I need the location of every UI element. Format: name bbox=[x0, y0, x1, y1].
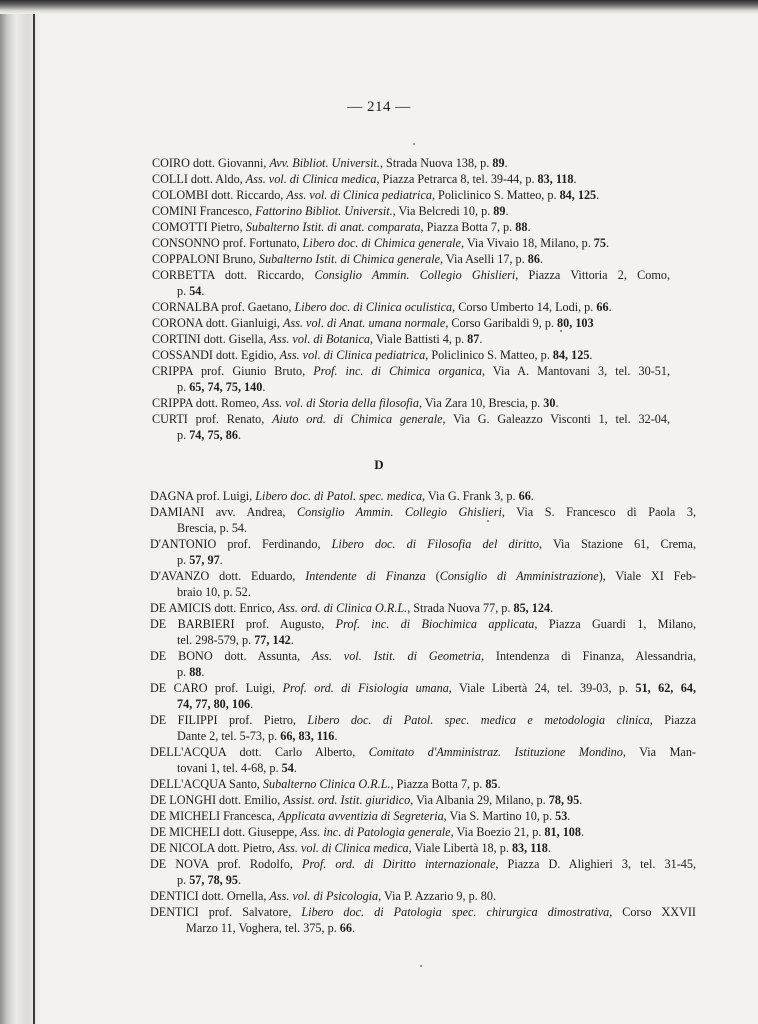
entry-text: DENTICI dott. Ornella, bbox=[150, 889, 270, 903]
entry-role: Libero doc. di Patologia spec. chirurgica dimostrativa bbox=[301, 905, 610, 919]
entry-page-refs: 88 bbox=[189, 665, 202, 679]
paper-speck bbox=[420, 965, 422, 967]
entry-page-refs: 83, 118 bbox=[537, 172, 574, 186]
entry-page-refs: 87 bbox=[467, 332, 480, 346]
entry-role: Consiglio di Amministrazione bbox=[439, 569, 599, 583]
entry-text: p. bbox=[177, 284, 190, 298]
entry-text: , Corso XXVII bbox=[609, 905, 696, 919]
entry-role: Ass. vol. di Anat. umana normale bbox=[283, 316, 446, 330]
entry-text: COPPALONI Bruno, bbox=[152, 252, 259, 266]
entry-page-refs: 77, 142 bbox=[254, 633, 291, 647]
index-entry-line bbox=[150, 841, 551, 856]
page-number: — 214 — bbox=[347, 99, 411, 115]
index-entry-line bbox=[150, 809, 570, 824]
entry-page-refs: 85, 124 bbox=[513, 601, 551, 615]
index-entry-line bbox=[152, 172, 576, 187]
entry-page-refs: 66, 83, 116 bbox=[280, 729, 335, 743]
entry-role: Subalterno Istit. di anat. comparata bbox=[245, 220, 421, 234]
entry-role: Prof. ord. di Diritto internazionale bbox=[302, 857, 496, 871]
entry-text: DE MICHELI Francesca, bbox=[150, 809, 278, 823]
index-entry-line bbox=[177, 761, 297, 776]
entry-text: CRIPPA dott. Romeo, bbox=[152, 396, 263, 410]
entry-text: , Piazza D. Alighieri 3, tel. 31-45, bbox=[495, 857, 696, 871]
entry-role: Ass. ord. di Clinica O.R.L. bbox=[277, 601, 408, 615]
entry-text: . bbox=[579, 793, 583, 807]
entry-text: , Via P. Azzario 9, p. 80. bbox=[378, 889, 497, 903]
entry-role: Ass. vol. di Clinica pediatrica bbox=[286, 188, 432, 202]
entry-text: DE BONO dott. Assunta, bbox=[150, 649, 312, 663]
entry-text: . bbox=[547, 841, 551, 855]
entry-page-refs: 88 bbox=[515, 220, 528, 234]
entry-text: , Strada Nuova 77, p. bbox=[407, 601, 514, 615]
index-entry-line bbox=[150, 745, 696, 760]
entry-role: Ass. vol. di Psicologia bbox=[269, 889, 379, 903]
index-entry-line bbox=[177, 521, 247, 536]
entry-text: . bbox=[596, 188, 600, 202]
entry-text: , Via A. Mantovani 3, tel. 30-51, bbox=[482, 364, 670, 378]
entry-role: Comitato d'Amministraz. Istituzione Mondino bbox=[368, 745, 623, 759]
entry-text: , Policlinico S. Matteo, p. bbox=[425, 348, 553, 362]
index-entry-line bbox=[150, 617, 696, 632]
index-entry-line bbox=[186, 921, 355, 936]
index-entry-line bbox=[177, 665, 204, 680]
entry-text: , Via G. Frank 3, p. bbox=[422, 489, 519, 503]
entry-text: tel. 298-579, p. bbox=[177, 633, 255, 647]
entry-page-refs: 66 bbox=[518, 489, 531, 503]
index-entry-line bbox=[152, 220, 530, 235]
entry-text: COIRO dott. Giovanni, bbox=[152, 156, 270, 170]
entry-text: . bbox=[293, 761, 297, 775]
entry-role: Ass. vol. di Clinica pediatrica bbox=[279, 348, 426, 362]
entry-text: , Via G. Galeazzo Visconti 1, tel. 32-04, bbox=[442, 412, 670, 426]
index-entry-line bbox=[150, 889, 496, 904]
entry-role: Consiglio Ammin. Collegio Ghislieri bbox=[297, 505, 502, 519]
entry-text: DELL'ACQUA Santo, bbox=[150, 777, 263, 791]
index-entry-line bbox=[177, 585, 251, 600]
entry-text: DE CARO prof. Luigi, bbox=[150, 681, 283, 695]
entry-page-refs: 53 bbox=[555, 809, 568, 823]
entry-role: Ass. vol. di Clinica medica bbox=[245, 172, 377, 186]
entry-text: Brescia, p. 54. bbox=[177, 521, 248, 535]
paper-speck bbox=[487, 520, 489, 522]
entry-text: , Corso Umberto 14, Lodi, p. bbox=[452, 300, 597, 314]
entry-text: COLLI dott. Aldo, bbox=[152, 172, 246, 186]
entry-page-refs: 51, 62, 64, bbox=[635, 681, 697, 695]
entry-role: Ass. vol. di Botanica bbox=[269, 332, 370, 346]
entry-role: Libero doc. di Filosofia del diritto bbox=[331, 537, 539, 551]
entry-text: . bbox=[605, 236, 610, 250]
entry-page-refs: 57, 97 bbox=[189, 553, 220, 567]
entry-text: , Via Boezio 21, p. bbox=[450, 825, 545, 839]
entry-role: Prof. ord. di Fisiologia umana bbox=[282, 681, 449, 695]
entry-text: . bbox=[527, 220, 531, 234]
entry-text: D'ANTONIO prof. Ferdinando, bbox=[150, 537, 332, 551]
entry-text: p. bbox=[177, 380, 190, 394]
entry-page-refs: 65, 74, 75, 140 bbox=[189, 380, 263, 394]
entry-text: , Piazza Guardi 1, Milano, bbox=[534, 617, 697, 631]
entry-text: ( bbox=[425, 569, 440, 583]
entry-text: . bbox=[351, 921, 356, 935]
entry-text: . bbox=[237, 428, 241, 442]
entry-text: braio 10, p. 52. bbox=[177, 585, 251, 599]
entry-page-refs: 89 bbox=[493, 204, 506, 218]
entry-text: tovani 1, tel. 4-68, p. bbox=[177, 761, 282, 775]
entry-text: COSSANDI dott. Egidio, bbox=[152, 348, 280, 362]
index-entry-line bbox=[150, 793, 582, 808]
entry-text: , Via Belcredi 10, p. bbox=[392, 204, 494, 218]
entry-role: Avv. Bibliot. Universit. bbox=[269, 156, 380, 170]
entry-text: p. bbox=[177, 873, 190, 887]
entry-text: , Piazza Botta 7, p. bbox=[420, 220, 516, 234]
entry-text: . bbox=[497, 777, 501, 791]
index-entry-line bbox=[177, 729, 337, 744]
entry-text: COMOTTI Pietro, bbox=[152, 220, 246, 234]
entry-text: p. bbox=[177, 553, 190, 567]
entry-text: DE AMICIS dott. Enrico, bbox=[150, 601, 278, 615]
entry-text: p. bbox=[177, 428, 190, 442]
entry-page-refs: 83, 118 bbox=[511, 841, 548, 855]
index-entry-line bbox=[150, 649, 696, 664]
binding-line bbox=[33, 12, 35, 1024]
index-entry-line bbox=[152, 348, 592, 363]
entry-role: Fattorino Bibliot. Universit. bbox=[255, 204, 393, 218]
entry-text: DE MICHELI dott. Giuseppe, bbox=[150, 825, 301, 839]
paper-speck bbox=[560, 330, 562, 332]
index-entry-line bbox=[177, 428, 241, 443]
entry-text: DE FILIPPI prof. Pietro, bbox=[150, 713, 308, 727]
entry-text: . bbox=[262, 380, 266, 394]
entry-role: Libero doc. di Patol. spec. medica bbox=[255, 489, 423, 503]
entry-page-refs: 84, 125 bbox=[559, 188, 597, 202]
entry-role: Ass. vol. di Storia della filosofia bbox=[262, 396, 420, 410]
entry-text: . bbox=[201, 284, 205, 298]
index-entry-line bbox=[177, 697, 253, 712]
index-entry-line bbox=[150, 569, 696, 584]
index-entry-line bbox=[152, 252, 543, 267]
entry-text: , Via Man- bbox=[622, 745, 696, 759]
entry-text: . bbox=[504, 156, 508, 170]
index-entry-line bbox=[152, 156, 508, 171]
entry-text: CORONA dott. Gianluigi, bbox=[152, 316, 284, 330]
entry-text: DENTICI prof. Salvatore, bbox=[150, 905, 302, 919]
index-entry-line bbox=[152, 396, 559, 411]
entry-text: , Via Albania 29, Milano, p. bbox=[410, 793, 549, 807]
entry-text: , Strada Nuova 138, p. bbox=[379, 156, 493, 170]
index-entry-line bbox=[150, 489, 534, 504]
entry-text: DE BARBIERI prof. Augusto, bbox=[150, 617, 336, 631]
entry-role: Libero doc. di Chimica generale bbox=[302, 236, 461, 250]
entry-role: Prof. inc. di Biochimica applicata bbox=[335, 617, 535, 631]
entry-text: . bbox=[479, 332, 483, 346]
index-entry-line bbox=[152, 188, 599, 203]
index-entry-line bbox=[150, 601, 553, 616]
entry-text: CONSONNO prof. Fortunato, bbox=[152, 236, 303, 250]
index-entry-line bbox=[150, 537, 696, 552]
entry-text: , Intendenza di Finanza, Alessandria, bbox=[480, 649, 696, 663]
entry-page-refs: 86 bbox=[527, 252, 540, 266]
index-entry-line bbox=[177, 873, 241, 888]
index-entry-line bbox=[150, 713, 696, 728]
page-top-edge bbox=[0, 0, 758, 14]
entry-text: DE NOVA prof. Rodolfo, bbox=[150, 857, 303, 871]
entry-text: COMINI Francesco, bbox=[152, 204, 256, 218]
entry-role: Prof. inc. di Chimica organica bbox=[313, 364, 483, 378]
entry-text: . bbox=[219, 553, 223, 567]
entry-text: . bbox=[589, 348, 593, 362]
index-entry-line bbox=[150, 681, 696, 696]
entry-page-refs: 54 bbox=[281, 761, 294, 775]
entry-text: , Via Vivaio 18, Milano, p. bbox=[460, 236, 594, 250]
entry-page-refs: 74, 77, 80, 106 bbox=[177, 697, 251, 711]
entry-text: . bbox=[567, 809, 571, 823]
entry-text: , Via Stazione 61, Crema, bbox=[538, 537, 696, 551]
entry-page-refs: 30 bbox=[543, 396, 556, 410]
entry-text: , Viale Libertà 24, tel. 39-03, p. bbox=[448, 681, 636, 695]
entry-text: . bbox=[201, 665, 205, 679]
entry-text: , Via Zara 10, Brescia, p. bbox=[419, 396, 544, 410]
entry-text: , Viale Battisti 4, p. bbox=[369, 332, 468, 346]
entry-text: . bbox=[539, 252, 543, 266]
entry-text: . bbox=[608, 300, 612, 314]
entry-page-refs: 80, 103 bbox=[557, 316, 594, 330]
entry-role: Intendente di Finanza bbox=[305, 569, 426, 583]
entry-text: CRIPPA prof. Giunio Bruto, bbox=[152, 364, 314, 378]
entry-text: D'AVANZO dott. Eduardo, bbox=[150, 569, 306, 583]
entry-text: CORNALBA prof. Gaetano, bbox=[152, 300, 295, 314]
entry-role: Ass. vol. di Clinica medica bbox=[277, 841, 409, 855]
entry-role: Libero doc. di Clinica oculistica bbox=[294, 300, 453, 314]
entry-role: Consiglio Ammin. Collegio Ghislieri bbox=[314, 268, 516, 282]
entry-text: , Via S. Martino 10, p. bbox=[443, 809, 556, 823]
section-letter-d: D bbox=[374, 457, 384, 472]
paper-speck bbox=[413, 143, 415, 145]
index-entry-line bbox=[152, 316, 594, 331]
index-entry-line bbox=[152, 268, 670, 283]
index-entry-line bbox=[152, 236, 609, 251]
index-entry-line bbox=[152, 412, 670, 427]
entry-page-refs: 89 bbox=[492, 156, 505, 170]
entry-page-refs: 66 bbox=[339, 921, 352, 935]
entry-text: . bbox=[505, 204, 509, 218]
entry-text: . bbox=[290, 633, 294, 647]
entry-text: DE LONGHI dott. Emilio, bbox=[150, 793, 284, 807]
entry-text: . bbox=[530, 489, 534, 503]
entry-text: . bbox=[334, 729, 338, 743]
entry-role: Subalterno Istit. di Chimica generale bbox=[258, 252, 440, 266]
entry-role: Subalterno Clinica O.R.L. bbox=[262, 777, 391, 791]
entry-text: . bbox=[580, 825, 585, 839]
entry-page-refs: 84, 125 bbox=[552, 348, 590, 362]
index-entry-line bbox=[152, 332, 482, 347]
index-entry-line bbox=[152, 364, 670, 379]
index-entry-line bbox=[150, 777, 501, 792]
index-entry-line bbox=[150, 825, 584, 840]
index-entry-line bbox=[177, 553, 223, 568]
index-entry-line bbox=[150, 905, 696, 920]
entry-text: . bbox=[573, 172, 577, 186]
index-entry-line bbox=[150, 857, 696, 872]
index-entry-line bbox=[152, 300, 612, 315]
entry-text: Marzo 11, Voghera, tel. 375, p. bbox=[186, 921, 340, 935]
entry-page-refs: 57, 78, 95 bbox=[189, 873, 238, 887]
entry-text: DAGNA prof. Luigi, bbox=[150, 489, 256, 503]
entry-page-refs: 85 bbox=[485, 777, 498, 791]
entry-role: Assist. ord. Istit. giuridico bbox=[283, 793, 411, 807]
entry-text: . bbox=[237, 873, 241, 887]
entry-text: ), Viale XI Feb- bbox=[598, 569, 696, 583]
entry-text: DE NICOLA dott. Pietro, bbox=[150, 841, 278, 855]
index-entry-line bbox=[177, 284, 204, 299]
entry-role: Ass. inc. di Patologia generale bbox=[300, 825, 451, 839]
entry-text: CORBETTA dott. Riccardo, bbox=[152, 268, 315, 282]
entry-text: , Piazza Botta 7, p. bbox=[390, 777, 486, 791]
entry-text: CURTI prof. Renato, bbox=[152, 412, 273, 426]
entry-text: p. bbox=[177, 665, 190, 679]
entry-role: Aiuto ord. di Chimica generale bbox=[272, 412, 443, 426]
entry-text: , Piazza Petrarca 8, tel. 39-44, p. bbox=[376, 172, 538, 186]
entry-page-refs: 66 bbox=[596, 300, 609, 314]
index-entry-line bbox=[152, 204, 509, 219]
entry-text: . bbox=[555, 396, 559, 410]
entry-text: . bbox=[250, 697, 254, 711]
entry-role: Applicata avventizia di Segreteria bbox=[277, 809, 444, 823]
entry-role: Libero doc. di Patol. spec. medica e metodologia clinica bbox=[307, 713, 650, 727]
entry-text: , Policlinico S. Matteo, p. bbox=[431, 188, 560, 202]
entry-page-refs: 78, 95 bbox=[548, 793, 580, 807]
entry-text: CORTINI dott. Gisella, bbox=[152, 332, 270, 346]
entry-page-refs: 54 bbox=[189, 284, 202, 298]
index-entry-line bbox=[150, 505, 696, 520]
entry-text: , Piazza Vittoria 2, Como, bbox=[515, 268, 670, 282]
entry-text: , Corso Garibaldi 9, p. bbox=[445, 316, 558, 330]
entry-page-refs: 75 bbox=[593, 236, 606, 250]
entry-text: , Via S. Francesco di Paola 3, bbox=[501, 505, 696, 519]
entry-page-refs: 81, 108 bbox=[544, 825, 581, 839]
index-entry-line bbox=[177, 633, 294, 648]
entry-text: Dante 2, tel. 5-73, p. bbox=[177, 729, 281, 743]
entry-text: DAMIANI avv. Andrea, bbox=[150, 505, 298, 519]
entry-text: , Via Aselli 17, p. bbox=[440, 252, 528, 266]
entry-text: , Viale Libertà 18, p. bbox=[408, 841, 512, 855]
entry-role: Ass. vol. Istit. di Geometria bbox=[311, 649, 481, 663]
entry-text: COLOMBI dott. Riccardo, bbox=[152, 188, 287, 202]
entry-text: , Piazza bbox=[649, 713, 696, 727]
index-entry-line bbox=[177, 380, 265, 395]
entry-text: DELL'ACQUA dott. Carlo Alberto, bbox=[150, 745, 369, 759]
entry-page-refs: 74, 75, 86 bbox=[189, 428, 238, 442]
entry-text: . bbox=[550, 601, 554, 615]
